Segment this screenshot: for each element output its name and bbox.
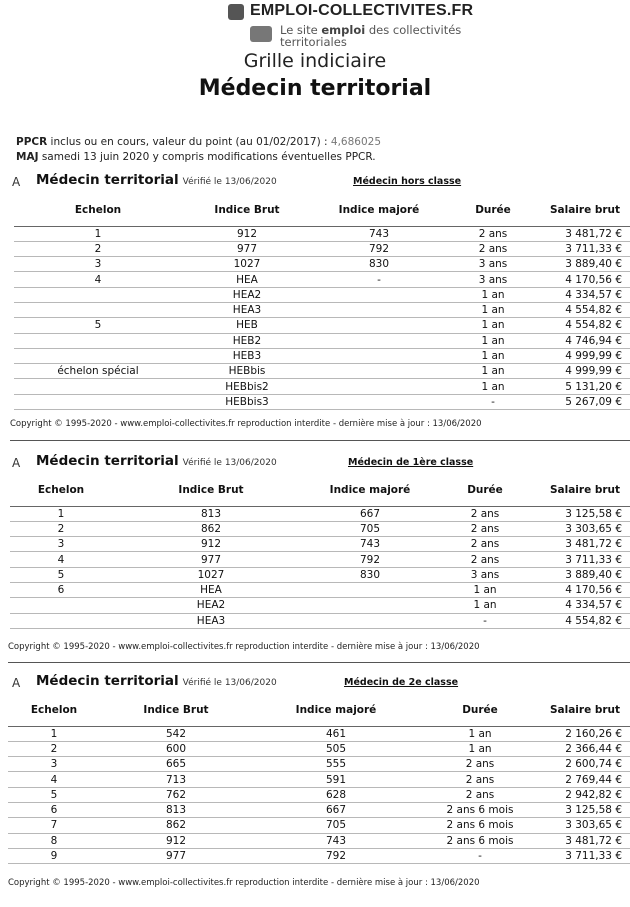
salary-table-1ere-classe	[10, 474, 630, 629]
echelon-cell: 6	[8, 802, 100, 817]
tagline-emphasis: emploi	[321, 23, 366, 37]
section-title	[36, 172, 277, 188]
indice-majore-cell: 667	[252, 802, 420, 817]
echelon-cell	[14, 379, 182, 394]
echelon-cell: 1	[8, 726, 100, 741]
table-row	[10, 598, 630, 613]
echelon-cell	[14, 394, 182, 409]
maj-line	[16, 151, 376, 163]
indice-brut-cell: HEA3	[112, 613, 310, 628]
table-row	[14, 272, 630, 287]
indice-brut-cell: 762	[100, 787, 252, 802]
col-indice-majore: Indice majoré	[312, 194, 446, 226]
col-indice-brut: Indice Brut	[182, 194, 312, 226]
col-salaire-brut: Salaire brut	[540, 474, 630, 506]
indice-majore-cell	[310, 613, 430, 628]
maj-label: MAJ	[16, 151, 39, 163]
table-row	[8, 726, 630, 741]
tagline-post: des collectivités territoriales	[280, 23, 462, 49]
col-salaire-brut: Salaire brut	[540, 194, 630, 226]
duree-cell: -	[430, 613, 540, 628]
echelon-cell: 5	[14, 318, 182, 333]
echelon-cell: échelon spécial	[14, 364, 182, 379]
section-title	[36, 673, 277, 689]
indice-majore-cell: 705	[310, 521, 430, 536]
indice-brut-cell: 1027	[112, 567, 310, 582]
verified-date: Vérifié le 13/06/2020	[182, 678, 277, 688]
duree-cell: 2 ans	[420, 772, 540, 787]
duree-cell: 2 ans	[430, 521, 540, 536]
indice-brut-cell: 1027	[182, 257, 312, 272]
ppcr-line	[16, 136, 381, 148]
duree-cell: 2 ans 6 mois	[420, 833, 540, 848]
indice-majore-cell: 792	[310, 552, 430, 567]
verified-date: Vérifié le 13/06/2020	[182, 177, 277, 187]
ppcr-value: 4,686025	[330, 136, 382, 148]
col-indice-brut: Indice Brut	[100, 694, 252, 726]
echelon-cell: 2	[8, 741, 100, 756]
section-divider	[10, 440, 630, 441]
table-row	[10, 613, 630, 628]
indice-majore-cell	[310, 582, 430, 597]
echelon-cell: 9	[8, 848, 100, 863]
indice-majore-cell: -	[312, 272, 446, 287]
salaire-brut-cell: 5 131,20 €	[540, 379, 630, 394]
indice-brut-cell: 600	[100, 741, 252, 756]
indice-brut-cell: 713	[100, 772, 252, 787]
indice-majore-cell	[312, 364, 446, 379]
duree-cell: 1 an	[446, 302, 540, 317]
echelon-cell: 7	[8, 818, 100, 833]
indice-brut-cell: 862	[112, 521, 310, 536]
table-row	[10, 552, 630, 567]
category-letter: A	[12, 456, 21, 470]
verified-date: Vérifié le 13/06/2020	[182, 458, 277, 468]
echelon-cell: 3	[8, 757, 100, 772]
indice-majore-cell: 830	[312, 257, 446, 272]
table-row	[14, 287, 630, 302]
section-title	[36, 453, 277, 469]
duree-cell: 3 ans	[446, 272, 540, 287]
salaire-brut-cell: 4 746,94 €	[540, 333, 630, 348]
col-indice-brut: Indice Brut	[112, 474, 310, 506]
table-row	[10, 506, 630, 521]
echelon-cell	[14, 333, 182, 348]
copyright-notice: Copyright © 1995-2020 - www.emploi-collectivites.fr reproduction interdite - dernière mise à jour : 13/06/2020	[10, 419, 482, 429]
indice-brut-cell: 665	[100, 757, 252, 772]
duree-cell: -	[446, 394, 540, 409]
indice-majore-cell: 743	[312, 226, 446, 241]
ppcr-text: inclus ou en cours, valeur du point (au 01/02/2017) :	[50, 136, 328, 148]
table-row	[8, 802, 630, 817]
salaire-brut-cell: 3 889,40 €	[540, 567, 630, 582]
grade-name: Médecin de 1ère classe	[348, 457, 474, 468]
table-row	[14, 379, 630, 394]
echelon-cell: 4	[8, 772, 100, 787]
indice-brut-cell: HEB2	[182, 333, 312, 348]
category-letter: A	[12, 175, 21, 189]
col-indice-majore: Indice majoré	[310, 474, 430, 506]
indice-brut-cell: HEA	[112, 582, 310, 597]
duree-cell: 1 an	[430, 598, 540, 613]
table-row	[8, 833, 630, 848]
copyright-notice: Copyright © 1995-2020 - www.emploi-collectivites.fr reproduction interdite - dernière mise à jour : 13/06/2020	[8, 642, 480, 652]
table-row	[8, 848, 630, 863]
duree-cell: 1 an	[420, 726, 540, 741]
indice-brut-cell: 912	[182, 226, 312, 241]
echelon-cell: 2	[10, 521, 112, 536]
salaire-brut-cell: 2 600,74 €	[540, 757, 630, 772]
indice-brut-cell: 977	[100, 848, 252, 863]
col-echelon: Echelon	[14, 194, 182, 226]
table-row	[14, 241, 630, 256]
category-letter: A	[12, 676, 21, 690]
col-duree: Durée	[420, 694, 540, 726]
indice-brut-cell: HEBbis3	[182, 394, 312, 409]
indice-brut-cell: HEA3	[182, 302, 312, 317]
salaire-brut-cell: 2 366,44 €	[540, 741, 630, 756]
table-row	[10, 521, 630, 536]
echelon-cell	[10, 613, 112, 628]
col-salaire-brut: Salaire brut	[540, 694, 630, 726]
salaire-brut-cell: 4 554,82 €	[540, 318, 630, 333]
table-header-row	[8, 694, 630, 726]
indice-majore-cell: 743	[310, 537, 430, 552]
indice-majore-cell: 705	[252, 818, 420, 833]
section-header-2e-classe	[12, 673, 532, 693]
indice-majore-cell	[312, 287, 446, 302]
echelon-cell: 1	[10, 506, 112, 521]
salaire-brut-cell: 3 889,40 €	[540, 257, 630, 272]
echelon-cell: 8	[8, 833, 100, 848]
indice-brut-cell: HEA2	[112, 598, 310, 613]
section-divider	[8, 662, 630, 663]
salaire-brut-cell: 3 481,72 €	[540, 226, 630, 241]
table-row	[14, 348, 630, 363]
echelon-cell: 4	[14, 272, 182, 287]
echelon-cell	[14, 348, 182, 363]
col-echelon: Echelon	[10, 474, 112, 506]
echelon-cell: 5	[8, 787, 100, 802]
indice-brut-cell: HEB	[182, 318, 312, 333]
table-row	[8, 757, 630, 772]
salaire-brut-cell: 3 711,33 €	[540, 848, 630, 863]
salary-table-hors-classe	[14, 194, 630, 410]
logo-mark-secondary	[250, 26, 272, 42]
salaire-brut-cell: 2 769,44 €	[540, 772, 630, 787]
duree-cell: -	[420, 848, 540, 863]
duree-cell: 3 ans	[430, 567, 540, 582]
indice-brut-cell: 542	[100, 726, 252, 741]
section-header-hors-classe	[12, 172, 532, 192]
col-duree: Durée	[446, 194, 540, 226]
indice-brut-cell: 977	[112, 552, 310, 567]
table-row	[14, 226, 630, 241]
table-row	[10, 567, 630, 582]
duree-cell: 1 an	[420, 741, 540, 756]
salaire-brut-cell: 4 999,99 €	[540, 364, 630, 379]
duree-cell: 1 an	[446, 379, 540, 394]
indice-majore-cell	[312, 318, 446, 333]
duree-cell: 2 ans	[446, 241, 540, 256]
salaire-brut-cell: 4 334,57 €	[540, 287, 630, 302]
indice-brut-cell: 977	[182, 241, 312, 256]
duree-cell: 2 ans	[430, 552, 540, 567]
salaire-brut-cell: 3 125,58 €	[540, 802, 630, 817]
section-header-1ere-classe	[12, 453, 532, 473]
salaire-brut-cell: 3 481,72 €	[540, 833, 630, 848]
duree-cell: 1 an	[446, 318, 540, 333]
indice-majore-cell: 555	[252, 757, 420, 772]
indice-majore-cell: 628	[252, 787, 420, 802]
echelon-cell: 3	[10, 537, 112, 552]
indice-brut-cell: 862	[100, 818, 252, 833]
table-row	[8, 741, 630, 756]
indice-majore-cell: 792	[252, 848, 420, 863]
indice-majore-cell: 667	[310, 506, 430, 521]
table-row	[8, 787, 630, 802]
salaire-brut-cell: 3 711,33 €	[540, 241, 630, 256]
echelon-cell	[14, 287, 182, 302]
duree-cell: 1 an	[446, 364, 540, 379]
page-title: Grille indiciaire	[243, 50, 387, 72]
salaire-brut-cell: 4 554,82 €	[540, 302, 630, 317]
indice-brut-cell: 912	[112, 537, 310, 552]
salaire-brut-cell: 3 125,58 €	[540, 506, 630, 521]
table-header-row	[14, 194, 630, 226]
indice-brut-cell: HEBbis2	[182, 379, 312, 394]
duree-cell: 2 ans 6 mois	[420, 818, 540, 833]
table-row	[8, 818, 630, 833]
section-name: Médecin territorial	[36, 673, 179, 689]
col-indice-majore: Indice majoré	[252, 694, 420, 726]
echelon-cell: 5	[10, 567, 112, 582]
section-name: Médecin territorial	[36, 453, 179, 469]
salaire-brut-cell: 3 711,33 €	[540, 552, 630, 567]
indice-majore-cell: 591	[252, 772, 420, 787]
table-row	[14, 394, 630, 409]
salaire-brut-cell: 2 942,82 €	[540, 787, 630, 802]
indice-brut-cell: HEA2	[182, 287, 312, 302]
duree-cell: 2 ans	[430, 537, 540, 552]
echelon-cell: 3	[14, 257, 182, 272]
table-row	[14, 364, 630, 379]
indice-majore-cell: 792	[312, 241, 446, 256]
salaire-brut-cell: 5 267,09 €	[540, 394, 630, 409]
duree-cell: 2 ans	[446, 226, 540, 241]
salary-table-2e-classe	[8, 694, 630, 864]
indice-majore-cell: 505	[252, 741, 420, 756]
echelon-cell	[14, 302, 182, 317]
indice-majore-cell	[312, 348, 446, 363]
logo-mark	[228, 4, 244, 20]
table-row	[14, 333, 630, 348]
page-subtitle: Médecin territorial	[198, 76, 432, 101]
site-name: EMPLOI-COLLECTIVITES.FR	[250, 2, 474, 19]
salaire-brut-cell: 4 170,56 €	[540, 272, 630, 287]
tagline-pre: Le site	[280, 23, 322, 37]
ppcr-label: PPCR	[16, 136, 48, 148]
salaire-brut-cell: 3 481,72 €	[540, 537, 630, 552]
salaire-brut-cell: 4 999,99 €	[540, 348, 630, 363]
indice-majore-cell	[310, 598, 430, 613]
duree-cell: 3 ans	[446, 257, 540, 272]
grade-name: Médecin de 2e classe	[344, 677, 459, 688]
duree-cell: 1 an	[446, 348, 540, 363]
echelon-cell: 4	[10, 552, 112, 567]
indice-brut-cell: 912	[100, 833, 252, 848]
indice-brut-cell: HEA	[182, 272, 312, 287]
section-name: Médecin territorial	[36, 172, 179, 188]
indice-majore-cell: 461	[252, 726, 420, 741]
site-logo	[228, 2, 528, 48]
duree-cell: 2 ans 6 mois	[420, 802, 540, 817]
site-tagline	[280, 24, 480, 48]
indice-brut-cell: 813	[112, 506, 310, 521]
indice-majore-cell	[312, 302, 446, 317]
salaire-brut-cell: 4 334,57 €	[540, 598, 630, 613]
echelon-cell	[10, 598, 112, 613]
indice-brut-cell: 813	[100, 802, 252, 817]
table-row	[10, 582, 630, 597]
table-row	[8, 772, 630, 787]
table-header-row	[10, 474, 630, 506]
echelon-cell: 2	[14, 241, 182, 256]
table-row	[14, 257, 630, 272]
duree-cell: 2 ans	[420, 757, 540, 772]
table-row	[10, 537, 630, 552]
duree-cell: 2 ans	[430, 506, 540, 521]
indice-majore-cell	[312, 394, 446, 409]
indice-majore-cell	[312, 333, 446, 348]
duree-cell: 1 an	[446, 333, 540, 348]
table-row	[14, 318, 630, 333]
copyright-notice: Copyright © 1995-2020 - www.emploi-collectivites.fr reproduction interdite - dernière mise à jour : 13/06/2020	[8, 878, 480, 888]
salaire-brut-cell: 3 303,65 €	[540, 521, 630, 536]
duree-cell: 1 an	[430, 582, 540, 597]
col-duree: Durée	[430, 474, 540, 506]
salaire-brut-cell: 3 303,65 €	[540, 818, 630, 833]
col-echelon: Echelon	[8, 694, 100, 726]
echelon-cell: 6	[10, 582, 112, 597]
salaire-brut-cell: 4 554,82 €	[540, 613, 630, 628]
echelon-cell: 1	[14, 226, 182, 241]
maj-text: samedi 13 juin 2020 y compris modifications éventuelles PPCR.	[41, 151, 376, 163]
duree-cell: 2 ans	[420, 787, 540, 802]
duree-cell: 1 an	[446, 287, 540, 302]
table-row	[14, 302, 630, 317]
grade-name: Médecin hors classe	[353, 176, 462, 187]
indice-majore-cell	[312, 379, 446, 394]
indice-brut-cell: HEBbis	[182, 364, 312, 379]
indice-majore-cell: 830	[310, 567, 430, 582]
salaire-brut-cell: 2 160,26 €	[540, 726, 630, 741]
indice-majore-cell: 743	[252, 833, 420, 848]
salaire-brut-cell: 4 170,56 €	[540, 582, 630, 597]
indice-brut-cell: HEB3	[182, 348, 312, 363]
